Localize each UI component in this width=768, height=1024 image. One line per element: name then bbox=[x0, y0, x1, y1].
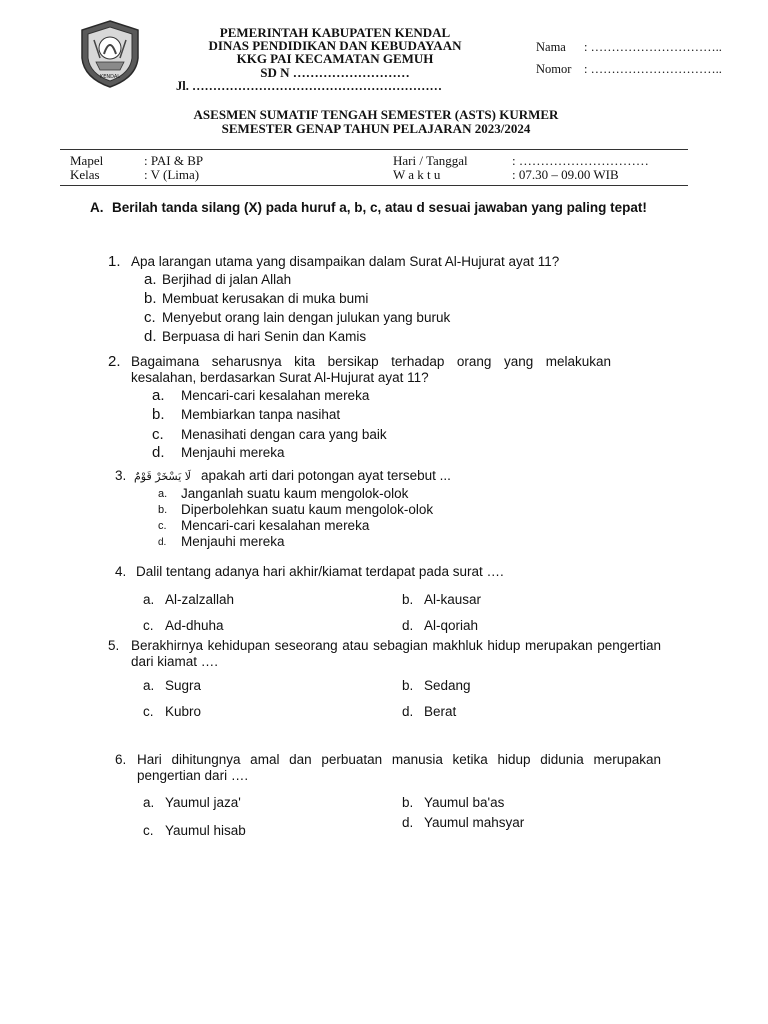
student-name-field[interactable] bbox=[536, 40, 722, 55]
header-school: SD N ……………………… bbox=[260, 65, 410, 80]
header-kkg: KKG PAI KECAMATAN GEMUH bbox=[236, 51, 434, 66]
option-text[interactable]: Mencari-cari kesalahan mereka bbox=[181, 388, 370, 403]
option-letter[interactable]: a. bbox=[152, 387, 165, 404]
hari-value: : ………………………… bbox=[512, 153, 649, 168]
option-letter[interactable]: d. bbox=[402, 815, 414, 830]
hari-label: Hari / Tanggal bbox=[393, 153, 468, 168]
student-number-field[interactable] bbox=[536, 62, 722, 77]
name-label: Nama bbox=[536, 40, 566, 54]
name-value: : ………………………….. bbox=[584, 40, 722, 54]
option-text[interactable]: Al-zalzallah bbox=[165, 592, 235, 607]
number-label: Nomor bbox=[536, 62, 572, 76]
question-text: Bagaimana seharusnya kita bersikap terhadap orang yang melakukan kesalahan, berdasarkan Surat Al-Hujurat ayat 11? bbox=[131, 354, 611, 385]
question-text: Hari dihitungnya amal dan perbuatan manusia ketika hidup didunia merupakan pengertian dari …. bbox=[137, 752, 661, 783]
option-letter[interactable]: d. bbox=[152, 444, 165, 461]
option-letter[interactable]: d. bbox=[402, 618, 414, 633]
option-text[interactable]: Berat bbox=[424, 704, 457, 719]
option-letter[interactable]: b. bbox=[152, 406, 165, 423]
question-text: apakah arti dari potongan ayat tersebut ... bbox=[201, 468, 451, 483]
option-text[interactable]: Al-kausar bbox=[424, 592, 482, 607]
question-number: 2. bbox=[108, 353, 121, 370]
option-letter[interactable]: a. bbox=[143, 678, 155, 693]
option-letter[interactable]: d. bbox=[402, 704, 414, 719]
option-letter[interactable]: d. bbox=[158, 537, 167, 548]
info-top-rule bbox=[60, 149, 688, 150]
waktu-value: : 07.30 – 09.00 WIB bbox=[512, 167, 619, 182]
option-text[interactable]: Yaumul jaza' bbox=[165, 795, 241, 810]
section-instruction: Berilah tanda silang (X) pada huruf a, b, c, atau d sesuai jawaban yang paling tepat! bbox=[112, 200, 647, 215]
header-address: Jl. …………………………………………………… bbox=[176, 79, 442, 93]
exam-title: ASESMEN SUMATIF TENGAH SEMESTER (ASTS) KURMER bbox=[193, 107, 559, 122]
option-text[interactable]: Sugra bbox=[165, 678, 202, 693]
option-letter[interactable]: a. bbox=[144, 271, 157, 288]
option-letter[interactable]: c. bbox=[143, 704, 154, 719]
arabic-verse-fragment: لَا يَسْخَرْ قَوْمٌ bbox=[134, 470, 192, 483]
option-letter[interactable]: c. bbox=[143, 618, 154, 633]
number-value: : ………………………….. bbox=[584, 62, 722, 76]
info-bottom-rule bbox=[60, 185, 688, 186]
option-letter[interactable]: b. bbox=[402, 795, 414, 810]
option-text[interactable]: Sedang bbox=[424, 678, 471, 693]
option-text[interactable]: Yaumul mahsyar bbox=[424, 815, 525, 830]
question-number: 5. bbox=[108, 638, 120, 653]
option-letter[interactable]: a. bbox=[143, 795, 155, 810]
header-department: DINAS PENDIDIKAN DAN KEBUDAYAAN bbox=[208, 38, 462, 53]
option-letter[interactable]: b. bbox=[402, 678, 414, 693]
option-letter[interactable]: a. bbox=[143, 592, 155, 607]
option-text[interactable]: Diperbolehkan suatu kaum mengolok-olok bbox=[181, 502, 434, 517]
option-text[interactable]: Menjauhi mereka bbox=[181, 534, 285, 549]
kelas-label: Kelas bbox=[70, 167, 100, 182]
question-text: Apa larangan utama yang disampaikan dalam Surat Al-Hujurat ayat 11? bbox=[131, 254, 560, 269]
question-text: Dalil tentang adanya hari akhir/kiamat terdapat pada surat …. bbox=[136, 564, 504, 579]
option-letter[interactable]: c. bbox=[152, 426, 164, 443]
option-text[interactable]: Berpuasa di hari Senin dan Kamis bbox=[162, 329, 367, 344]
question-text: Berakhirnya kehidupan seseorang atau sebagian makhluk hidup merupakan pengertian dari kiamat …. bbox=[131, 638, 661, 669]
option-text[interactable]: Yaumul ba'as bbox=[424, 795, 505, 810]
section-letter: A. bbox=[90, 200, 104, 215]
option-text[interactable]: Yaumul hisab bbox=[165, 823, 246, 838]
option-text[interactable]: Membiarkan tanpa nasihat bbox=[181, 407, 341, 422]
exam-subtitle: SEMESTER GENAP TAHUN PELAJARAN 2023/2024 bbox=[221, 121, 531, 136]
option-letter[interactable]: b. bbox=[402, 592, 414, 607]
option-letter[interactable]: c. bbox=[143, 823, 154, 838]
logo-lettering: KENDAL bbox=[99, 74, 121, 80]
question-number: 1. bbox=[108, 253, 121, 270]
option-letter[interactable]: c. bbox=[144, 309, 156, 326]
mapel-value: : PAI & BP bbox=[144, 153, 204, 168]
waktu-label: W a k t u bbox=[393, 167, 441, 182]
option-text[interactable]: Ad-dhuha bbox=[165, 618, 224, 633]
option-text[interactable]: Menjauhi mereka bbox=[181, 445, 285, 460]
option-letter[interactable]: b. bbox=[144, 290, 157, 307]
option-letter[interactable]: b. bbox=[158, 504, 168, 516]
mapel-label: Mapel bbox=[70, 153, 104, 168]
option-text[interactable]: Membuat kerusakan di muka bumi bbox=[162, 291, 369, 306]
option-text[interactable]: Mencari-cari kesalahan mereka bbox=[181, 518, 370, 533]
question-number: 6. bbox=[115, 752, 127, 767]
option-letter[interactable]: c. bbox=[158, 520, 167, 532]
kelas-value: : V (Lima) bbox=[144, 167, 200, 182]
question-number: 3. bbox=[115, 468, 127, 483]
option-letter[interactable]: a. bbox=[158, 488, 168, 500]
option-text[interactable]: Menasihati dengan cara yang baik bbox=[181, 427, 387, 442]
header-government: PEMERINTAH KABUPATEN KENDAL bbox=[219, 25, 451, 40]
option-text[interactable]: Janganlah suatu kaum mengolok-olok bbox=[181, 486, 409, 501]
option-text[interactable]: Al-qoriah bbox=[424, 618, 479, 633]
kendal-regency-seal-logo bbox=[74, 18, 146, 90]
option-letter[interactable]: d. bbox=[144, 328, 157, 345]
question-number: 4. bbox=[115, 564, 127, 579]
option-text[interactable]: Kubro bbox=[165, 704, 202, 719]
option-text[interactable]: Berjihad di jalan Allah bbox=[162, 272, 292, 287]
option-text[interactable]: Menyebut orang lain dengan julukan yang buruk bbox=[162, 310, 451, 325]
